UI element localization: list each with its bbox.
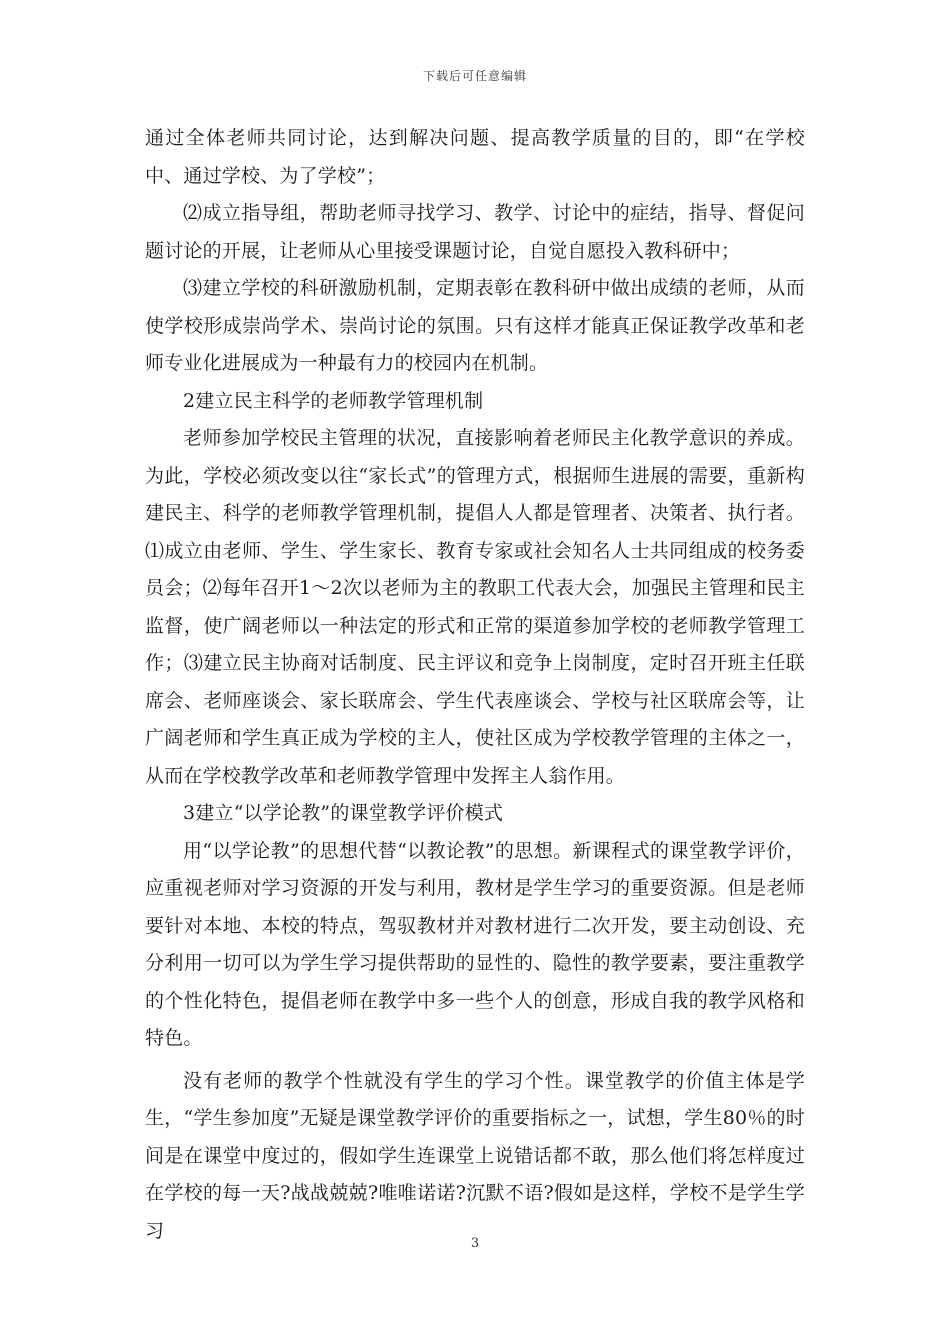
paragraph-item-2: ⑵成立指导组，帮助老师寻找学习、教学、讨论中的症结，指导、督促问题讨论的开展，让老师从心里接受课题讨论，自觉自愿投入教科研中； — [145, 202, 805, 262]
paragraph-item-3: ⑶建立学校的科研激励机制，定期表彰在教科研中做出成绩的老师，从而使学校形成崇尚学术、崇尚讨论的氛围。只有这样才能真正保证教学改革和老师专业化进展成为一种最有力的校园内在机制。 — [145, 277, 805, 374]
page-header: 下载后可任意编辑 — [422, 69, 527, 83]
paragraph-management: 老师参加学校民主管理的状况，直接影响着老师民主化教学意识的养成。为此，学校必须改变以往“家长式”的管理方式，根据师生进展的需要，重新构建民主、科学的老师教学管理机制，提倡人人都是管理者、决策者、执行者。⑴成立由老师、学生、学生家长、教育专家或社会知名人士共同组成的校务委员会；⑵每年召开1～2次以老师为主的教职工代表大会，加强民主管理和民主监督，使广阔老师以一种法定的形式和正常的渠道参加学校的老师教学管理工作；⑶建立民主协商对话制度、民主评议和竞争上岗制度，定时召开班主任联席会、老师座谈会、家长联席会、学生代表座谈会、学校与社区联席会等，让广阔老师和学生真正成为学校的主人，使社区成为学校教学管理的主体之一，从而在学校教学改革和老师教学管理中发挥主人翁作用。 — [145, 427, 805, 787]
paragraph-individuality: 没有老师的教学个性就没有学生的学习个性。课堂教学的价值主体是学生，“学生参加度”无疑是课堂教学评价的重要指标之一，试想，学生80％的时间是在课堂中度过的，假如学生连课堂上说错话都不敢，那么他们将怎样度过在学校的每一天?战战兢兢?唯唯诺诺?沉默不语?假如是这样，学校不是学生学习 — [145, 1069, 805, 1242]
section-heading-2: 2建立民主科学的老师教学管理机制 — [183, 389, 484, 412]
section-heading-3: 3建立“以学论教”的课堂教学评价模式 — [183, 802, 504, 824]
page-number: 3 — [470, 1236, 480, 1251]
document-body — [145, 120, 805, 1250]
paragraph-evaluation: 用“以学论教”的思想代替“以教论教”的思想。新课程式的课堂教学评价，应重视老师对学习资源的开发与利用，教材是学生学习的重要资源。但是老师要针对本地、本校的特点，驾驭教材并对教材进行二次开发，要主动创设、充分利用一切可以为学生学习提供帮助的显性的、隐性的教学要素，要注重教学的个性化特色，提倡老师在教学中多一些个人的创意，形成自我的教学风格和特色。 — [145, 839, 805, 1049]
paragraph-continuation: 通过全体老师共同讨论，达到解决问题、提高教学质量的目的，即“在学校中、通过学校、为了学校”； — [145, 127, 805, 187]
